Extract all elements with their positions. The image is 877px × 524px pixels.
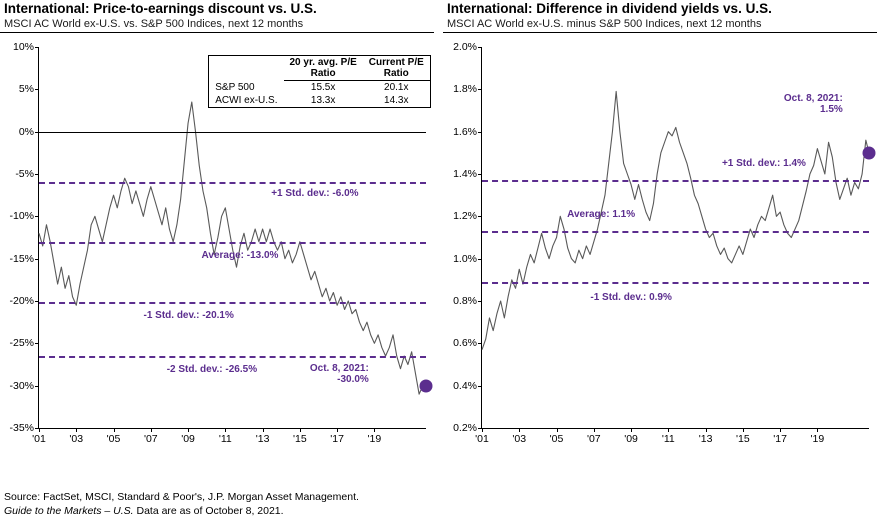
y-axis-tick-label: -30% xyxy=(9,379,34,392)
y-axis-tick-mark xyxy=(35,47,39,48)
x-axis-tick-mark xyxy=(780,428,781,432)
x-axis-tick-mark xyxy=(668,428,669,432)
endpoint-callout-date: Oct. 8, 2021: xyxy=(309,363,369,375)
source-footer xyxy=(4,490,359,518)
y-axis-tick-label: -10% xyxy=(9,210,34,223)
y-axis-tick-mark xyxy=(478,89,482,90)
x-axis-tick-label: '03 xyxy=(69,433,84,445)
x-axis-tick-label: '05 xyxy=(549,433,564,445)
endpoint-marker xyxy=(863,146,876,159)
y-axis-tick-label: 0.8% xyxy=(453,295,477,307)
y-axis-tick-mark xyxy=(478,132,482,133)
pe-table-header-current xyxy=(363,56,431,81)
x-axis-tick-mark xyxy=(263,428,264,432)
x-axis-tick-label: '19 xyxy=(367,433,382,445)
left-chart-subtitle: MSCI AC World ex-U.S. vs. S&P 500 Indices, next 12 months xyxy=(4,18,304,30)
y-axis-tick-mark xyxy=(478,301,482,302)
pe-row-current-acwi: 14.3x xyxy=(384,95,409,106)
y-axis-tick-label: 1.4% xyxy=(453,168,477,180)
pe-table-header-avg-l2: Ratio xyxy=(310,68,336,79)
y-axis-tick-label: 1.6% xyxy=(453,125,477,138)
x-axis-tick-mark xyxy=(337,428,338,432)
footer-asof: Data are as of October 8, 2021. xyxy=(133,505,284,517)
x-axis-tick-label: '13 xyxy=(255,433,270,445)
endpoint-callout-date: Oct. 8, 2021: xyxy=(783,92,843,104)
right-chart-title: International: Difference in dividend yields vs. U.S. xyxy=(447,1,772,16)
endpoint-callout-value: -30.0% xyxy=(337,374,369,386)
y-axis-tick-mark xyxy=(35,259,39,260)
y-axis-tick-mark xyxy=(35,174,39,175)
footer-line-2 xyxy=(4,504,359,518)
pe-table-header-cur-l1: Current P/E xyxy=(368,57,424,68)
y-axis-tick-label: 2.0% xyxy=(453,41,477,53)
pe-row-current-sp500: 20.1x xyxy=(384,82,409,93)
x-axis-tick-label: '07 xyxy=(143,433,158,445)
y-axis-tick-label: 0.6% xyxy=(453,337,477,350)
left-chart-title: International: Price-to-earnings discount vs. U.S. xyxy=(4,1,317,16)
y-axis-tick-mark xyxy=(478,386,482,387)
y-axis-tick-label: 1.0% xyxy=(453,252,477,265)
y-axis-tick-label: 1.2% xyxy=(453,210,477,223)
table-row xyxy=(209,94,431,108)
y-axis-tick-mark xyxy=(478,343,482,344)
x-axis-tick-label: '15 xyxy=(736,433,750,445)
x-axis-tick-mark xyxy=(300,428,301,432)
y-axis-tick-mark xyxy=(478,216,482,217)
std-dev-reference-line xyxy=(482,180,869,182)
std-dev-reference-line xyxy=(39,356,426,358)
x-axis-tick-label: '01 xyxy=(32,433,46,445)
x-axis-tick-mark xyxy=(114,428,115,432)
pe-row-avg-sp500: 15.5x xyxy=(310,82,336,93)
x-axis-tick-label: '07 xyxy=(586,433,601,445)
y-axis-tick-label: -15% xyxy=(9,252,34,265)
zero-reference-line xyxy=(39,132,426,133)
std-dev-reference-line xyxy=(39,182,426,184)
pe-table-header-blank xyxy=(209,56,284,81)
x-axis-tick-mark xyxy=(594,428,595,432)
endpoint-callout xyxy=(310,363,369,385)
reference-line-annotation: -1 Std. dev.: 0.9% xyxy=(590,291,672,303)
y-axis-tick-label: 10% xyxy=(12,41,34,53)
x-axis-tick-label: '11 xyxy=(661,433,675,445)
x-axis-tick-mark xyxy=(631,428,632,432)
x-axis-tick-mark xyxy=(557,428,558,432)
y-axis-tick-label: -5% xyxy=(15,168,34,180)
endpoint-callout-value: 1.5% xyxy=(819,103,843,115)
x-axis-tick-mark xyxy=(39,428,40,432)
y-axis-tick-mark xyxy=(35,386,39,387)
x-axis-tick-mark xyxy=(706,428,707,432)
x-axis-tick-label: '19 xyxy=(810,433,825,445)
x-axis-tick-label: '17 xyxy=(330,433,344,445)
std-dev-reference-line xyxy=(482,231,869,233)
reference-line-annotation: -1 Std. dev.: -20.1% xyxy=(143,309,234,321)
reference-line-annotation: -2 Std. dev.: -26.5% xyxy=(166,364,258,376)
x-axis-tick-mark xyxy=(76,428,77,432)
left-title-rule xyxy=(0,32,434,33)
footer-guide-title: Guide to the Markets – U.S. xyxy=(4,505,134,517)
pe-ratio-table xyxy=(208,55,431,108)
endpoint-callout xyxy=(784,93,843,115)
x-axis-tick-mark xyxy=(151,428,152,432)
y-axis-tick-label: 0.4% xyxy=(453,379,477,392)
reference-line-annotation: +1 Std. dev.: -6.0% xyxy=(271,188,359,200)
std-dev-reference-line xyxy=(39,302,426,304)
x-axis-tick-label: '01 xyxy=(475,433,489,445)
panel-pe-discount xyxy=(0,0,434,478)
y-axis-tick-label: -35% xyxy=(9,422,34,434)
y-axis-tick-mark xyxy=(478,174,482,175)
x-axis-tick-label: '09 xyxy=(181,433,195,445)
x-axis-tick-label: '13 xyxy=(698,433,713,445)
x-axis-tick-label: '11 xyxy=(218,433,232,445)
y-axis-tick-label: 1.8% xyxy=(453,83,477,96)
x-axis-tick-mark xyxy=(374,428,375,432)
x-axis-tick-mark xyxy=(188,428,189,432)
x-axis-tick-label: '15 xyxy=(293,433,307,445)
pe-row-avg-acwi: 13.3x xyxy=(310,95,336,106)
table-row xyxy=(209,81,431,95)
x-axis-tick-mark xyxy=(519,428,520,432)
right-title-rule xyxy=(443,32,877,33)
x-axis-tick-label: '05 xyxy=(106,433,121,445)
right-plot-area xyxy=(453,41,869,445)
y-axis-tick-label: 0% xyxy=(18,125,34,138)
pe-table-header-avg-l1: 20 yr. avg. P/E xyxy=(289,57,357,68)
x-axis-tick-mark xyxy=(817,428,818,432)
left-plot-wrap xyxy=(0,37,434,465)
panel-dividend-yield xyxy=(443,0,877,478)
endpoint-marker xyxy=(420,379,433,392)
reference-line-annotation: +1 Std. dev.: 1.4% xyxy=(721,158,806,170)
x-axis-tick-mark xyxy=(225,428,226,432)
pe-table-header-cur-l2: Ratio xyxy=(383,68,409,79)
pe-row-label-acwi: ACWI ex-U.S. xyxy=(215,95,278,106)
y-axis-tick-mark xyxy=(35,89,39,90)
y-axis-tick-label: 5% xyxy=(18,83,34,96)
reference-line-annotation: Average: -13.0% xyxy=(201,249,279,261)
x-axis-tick-label: '17 xyxy=(773,433,787,445)
y-axis-tick-label: -25% xyxy=(9,337,34,350)
y-axis-tick-mark xyxy=(478,47,482,48)
right-chart-subtitle: MSCI AC World ex-U.S. minus S&P 500 Indices, next 12 months xyxy=(447,18,762,30)
x-axis-tick-mark xyxy=(743,428,744,432)
pe-table-header-avg xyxy=(284,56,363,81)
std-dev-reference-line xyxy=(39,242,426,244)
reference-line-annotation: Average: 1.1% xyxy=(567,209,636,221)
x-axis-tick-mark xyxy=(482,428,483,432)
right-plot-wrap xyxy=(443,37,877,465)
y-axis-tick-mark xyxy=(35,343,39,344)
y-axis-tick-label: -20% xyxy=(9,295,34,307)
x-axis-tick-label: '09 xyxy=(624,433,638,445)
y-axis-tick-mark xyxy=(35,216,39,217)
pe-row-label-sp500: S&P 500 xyxy=(215,81,255,93)
y-axis-tick-label: 0.2% xyxy=(453,422,477,434)
footer-line-1: Source: FactSet, MSCI, Standard & Poor's, J.P. Morgan Asset Management. xyxy=(4,491,359,503)
y-axis-tick-mark xyxy=(478,259,482,260)
std-dev-reference-line xyxy=(482,282,869,284)
x-axis-tick-label: '03 xyxy=(512,433,527,445)
